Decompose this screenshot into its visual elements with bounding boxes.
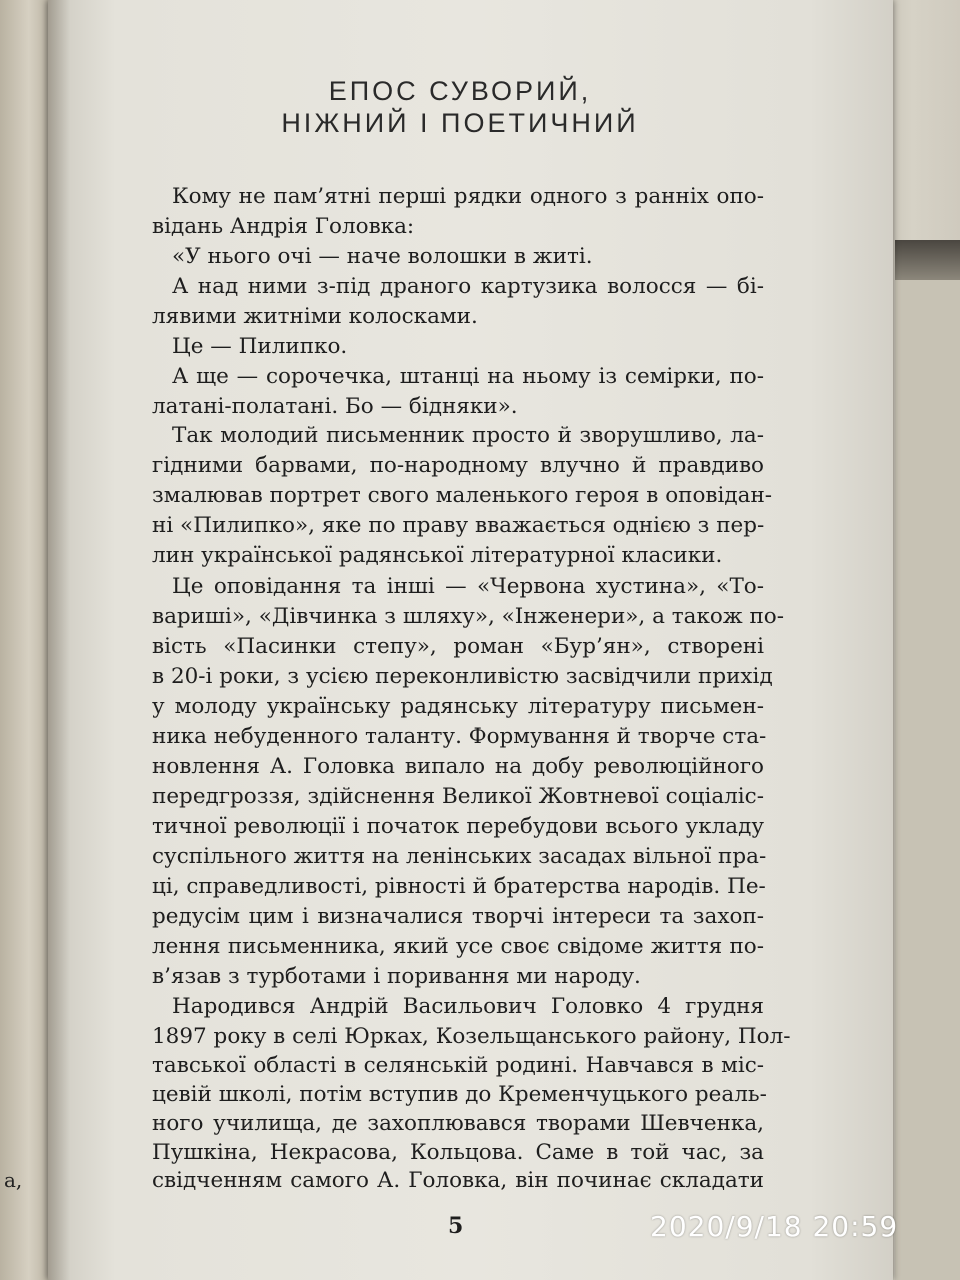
text-line: Це — Пилипко. bbox=[172, 334, 348, 359]
text-line: новлення А. Головка випало на добу революційного bbox=[152, 754, 764, 779]
text-line: суспільного життя на ленінських засадах вільної пра- bbox=[152, 844, 767, 869]
text-line: ного училища, де захоплювався творами Шевченка, bbox=[152, 1111, 764, 1136]
text-line: в 20-і роки, з усією переконливістю засвідчили прихід bbox=[152, 664, 773, 689]
text-line: А над ними з-під драного картузика волосся — бі- bbox=[172, 274, 764, 299]
text-line: Це оповідання та інші — «Червона хустина», «То- bbox=[172, 574, 764, 599]
text-line: передгроззя, здійснення Великої Жовтневої соціаліс- bbox=[152, 784, 764, 809]
text-line: тичної революції і початок перебудови всього укладу bbox=[152, 814, 764, 839]
text-line: А ще — сорочечка, штанці на ньому із семірки, по- bbox=[172, 364, 764, 389]
text-line: Так молодий письменник просто й зворушливо, ла- bbox=[172, 423, 764, 448]
background-board bbox=[895, 280, 960, 1280]
text-line: лявими житніми колосками. bbox=[152, 304, 478, 329]
text-line: Кому не пам’ятні перші рядки одного з ранніх опо- bbox=[172, 184, 764, 209]
page-number: 5 bbox=[448, 1213, 464, 1239]
text-line: редусім цим і визначалися творчі інтереси та захоп- bbox=[152, 904, 764, 929]
book-spine-shadow bbox=[48, 0, 70, 1280]
text-line: свідченням самого А. Головка, він починає складати bbox=[152, 1168, 764, 1193]
text-line: Пушкіна, Некрасова, Кольцова. Саме в той час, за bbox=[152, 1140, 764, 1165]
text-line: в’язав з турботами і поривання ми народу. bbox=[152, 964, 641, 989]
text-line: 1897 року в селі Юрках, Козельщанського району, Пол- bbox=[152, 1024, 791, 1049]
chapter-title-line-2: НІЖНИЙ І ПОЕТИЧНИЙ bbox=[281, 108, 639, 138]
text-line: відань Андрія Головка: bbox=[152, 214, 415, 239]
text-line: латані-полатані. Бо — бідняки». bbox=[152, 394, 518, 419]
text-line: ника небуденного таланту. Формування й творче ста- bbox=[152, 724, 767, 749]
photo-timestamp: 2020/9/18 20:59 bbox=[650, 1210, 899, 1243]
text-line: «У нього очі — наче волошки в житі. bbox=[172, 244, 593, 269]
text-line: Народився Андрій Васильович Головко 4 грудня bbox=[172, 994, 764, 1019]
adjacent-left-page bbox=[0, 0, 48, 1280]
left-page-text-fragment: а, bbox=[4, 1168, 23, 1192]
text-line: цевій школі, потім вступив до Кременчуцького реаль- bbox=[152, 1082, 767, 1107]
background-shadow bbox=[895, 240, 960, 280]
chapter-title-line-1: ЕПОС СУВОРИЙ, bbox=[328, 76, 592, 106]
text-line: лин української радянської літературної класики. bbox=[152, 543, 723, 568]
text-line: ці, справедливості, рівності й братерства народів. Пе- bbox=[152, 874, 766, 899]
text-line: лення письменника, який усе своє свідоме життя по- bbox=[152, 934, 764, 959]
text-line: тавської області в селянській родині. Навчався в міс- bbox=[152, 1053, 764, 1078]
text-line: вариші», «Дівчинка з шляху», «Інженери», а також по- bbox=[152, 604, 784, 629]
text-line: змалював портрет свого маленького героя в оповідан- bbox=[152, 483, 773, 508]
text-line: гідними барвами, по-народному влучно й правдиво bbox=[152, 453, 764, 478]
text-line: ні «Пилипко», яке по праву вважається однією з пер- bbox=[152, 513, 765, 538]
text-line: у молоду українську радянську літературу письмен- bbox=[152, 694, 764, 719]
text-line: вість «Пасинки степу», роман «Бур’ян», створені bbox=[152, 634, 764, 659]
